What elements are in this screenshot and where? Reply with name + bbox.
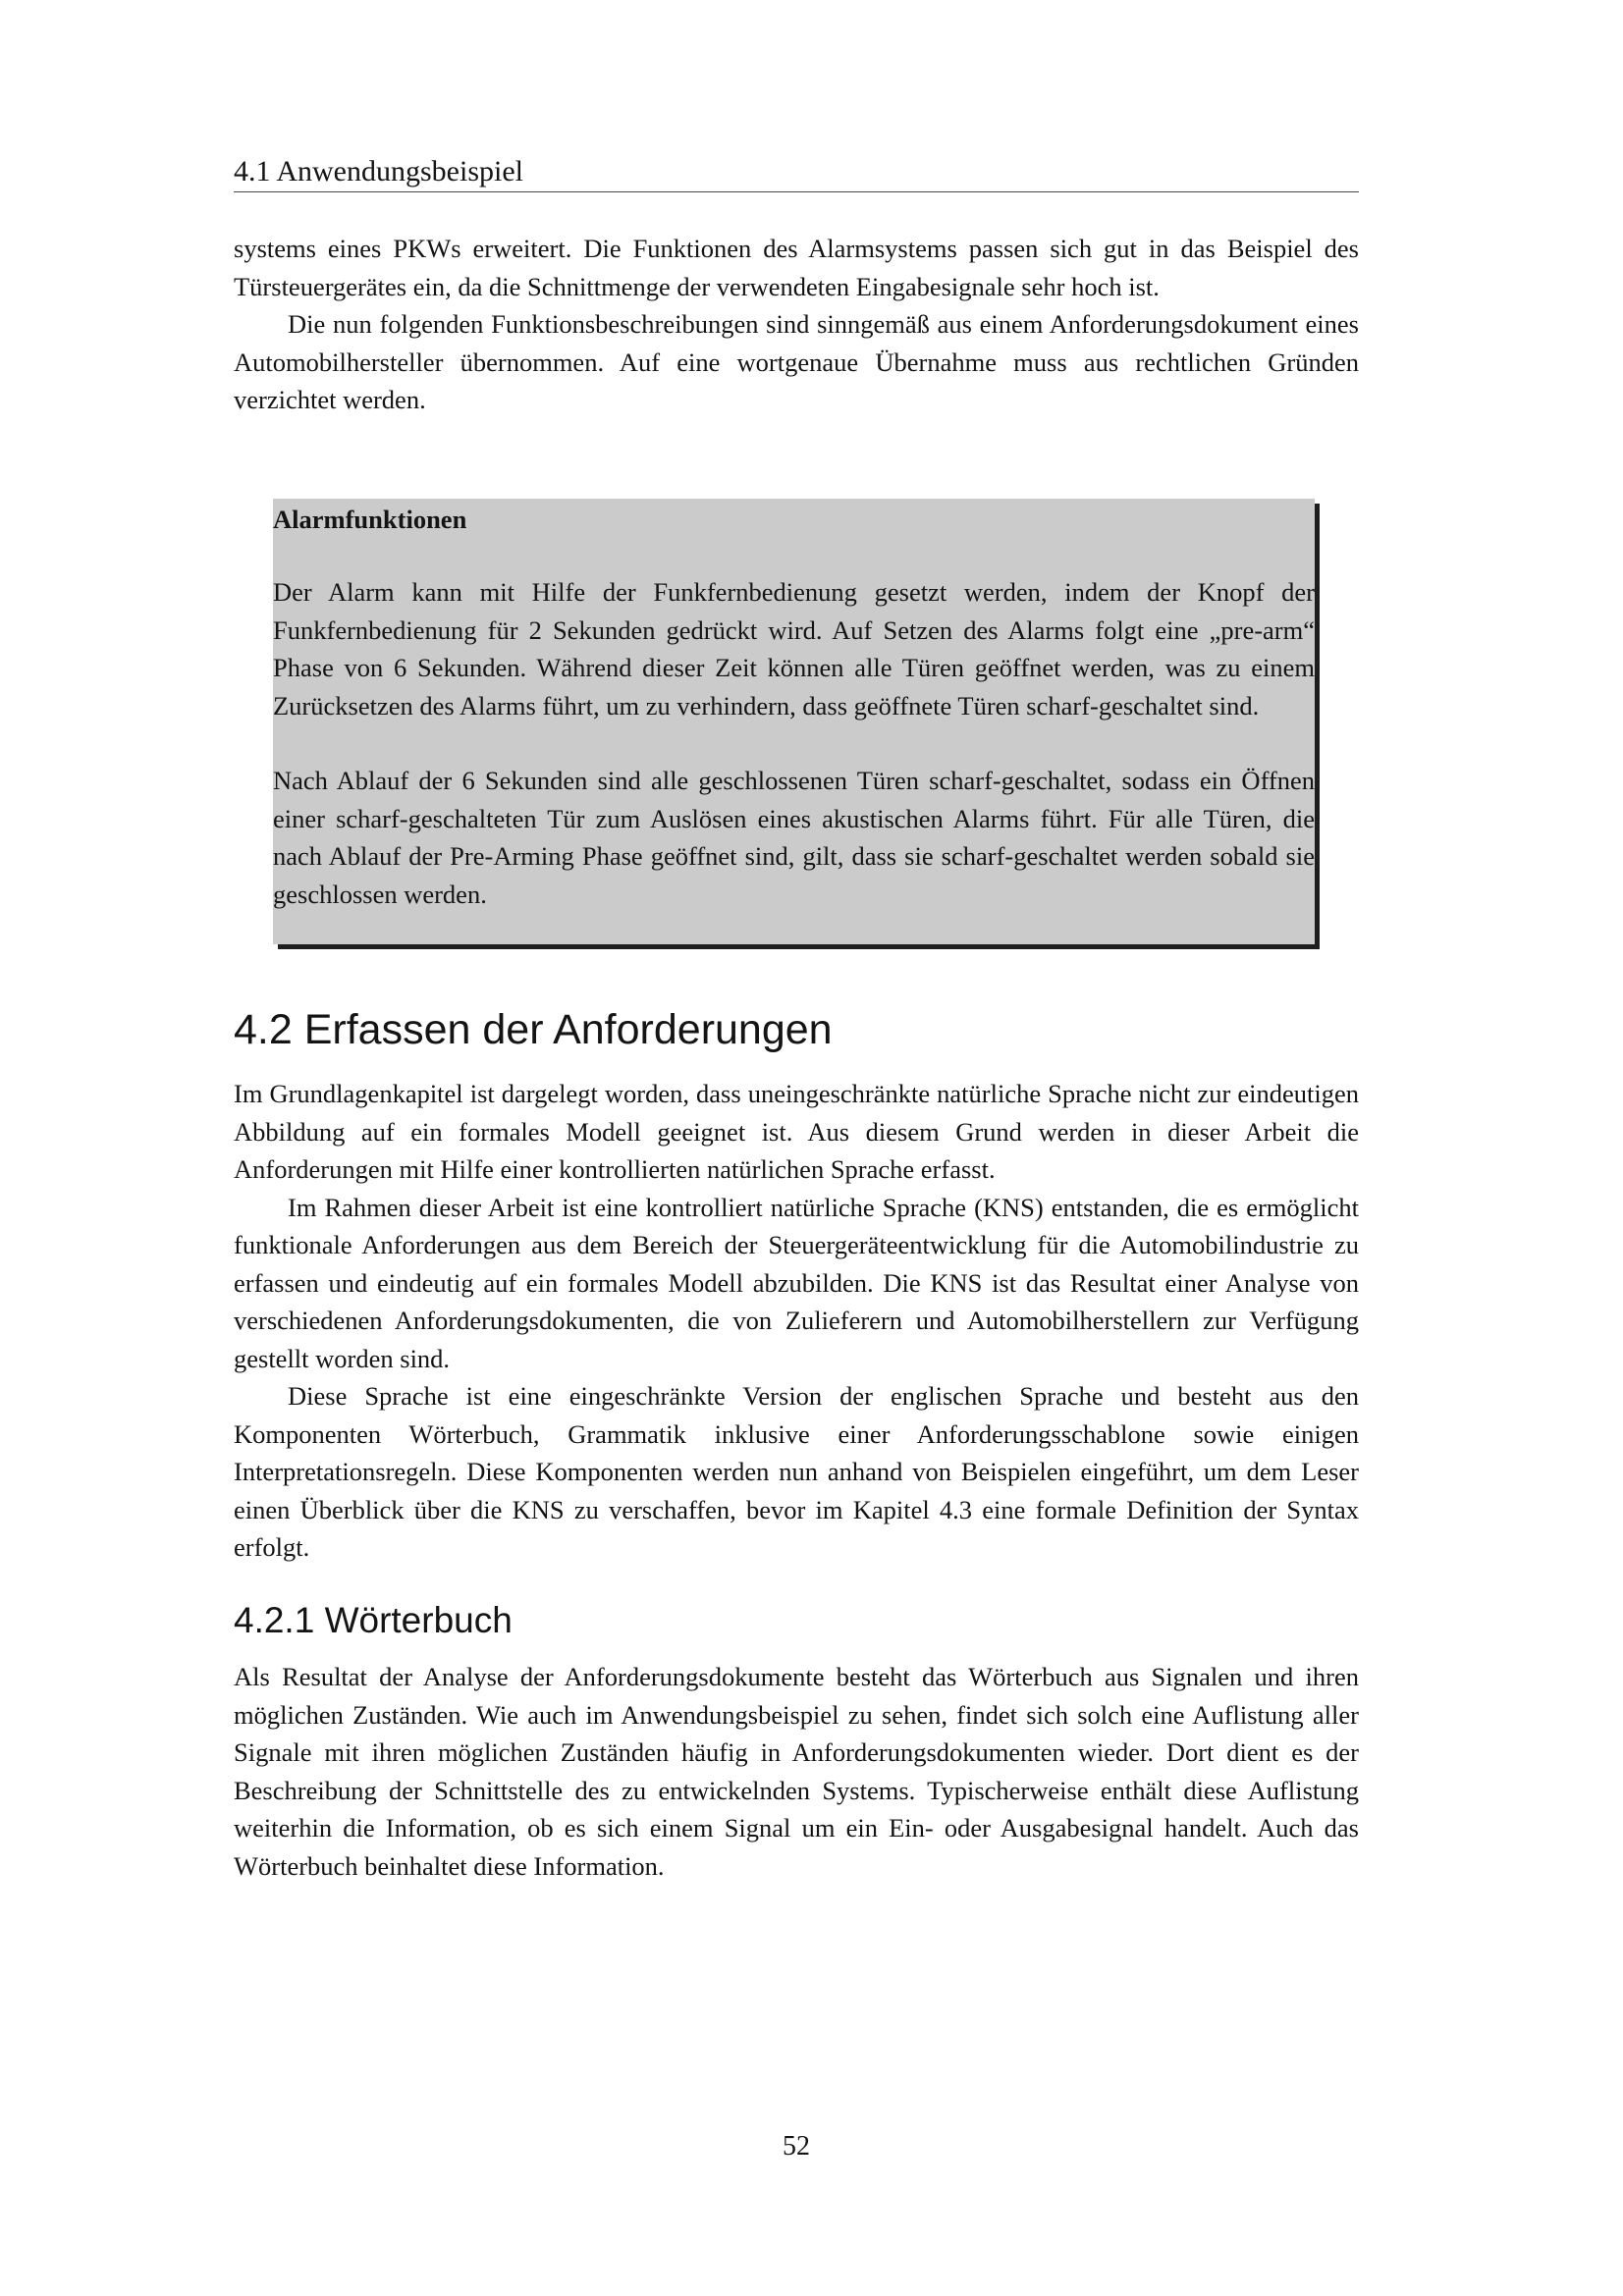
running-header: 4.1 Anwendungsbeispiel [234, 154, 1359, 192]
section-4-2-paragraph-2: Im Rahmen dieser Arbeit ist eine kontrolliert natürliche Sprache (KNS) entstanden, die es ermöglicht funktionale Anforderungen aus dem Bereich der Steuergeräteentwicklung für die Automobilindustrie zu erfassen und eindeutig auf ein formales Modell abzubilden. Die KNS ist das Resultat einer Analyse von verschiedenen Anforderungsdokumenten, die von Zulieferern und Automobilherstellern zur Verfügung gestellt worden sind. [234, 1192, 1359, 1373]
intro-paragraph-2: Die nun folgenden Funktionsbeschreibungen sind sinngemäß aus einem Anforderungsdokument eines Automobilhersteller übernommen. Auf eine wortgenaue Übernahme muss aus rechtlichen Gründen verzichtet werden. [234, 309, 1359, 414]
section-4-2-paragraph-3: Diese Sprache ist eine eingeschränkte Version der englischen Sprache und besteht aus den Komponenten Wörterbuch, Grammatik inklusive einer Anforderungsschablone sowie einigen Interpretationsregeln. Diese Komponenten werden nun anhand von Beispielen eingeführt, um dem Leser einen Überblick über die KNS zu verschaffen, bevor im Kapitel 4.3 eine formale Definition der Syntax erfolgt. [234, 1381, 1359, 1562]
alarm-box-title: Alarmfunktionen [273, 505, 467, 534]
page-number: 52 [783, 2131, 810, 2162]
subsection-heading-4-2-1: 4.2.1 Wörterbuch [234, 1600, 513, 1640]
intro-paragraph-1: systems eines PKWs erweitert. Die Funktionen des Alarmsystems passen sich gut in das Beispiel des Türsteuergerätes ein, da die Schnittmenge der verwendeten Eingabesignale sehr hoch ist. [234, 234, 1359, 301]
alarm-box-paragraph-2: Nach Ablauf der 6 Sekunden sind alle geschlossenen Türen scharf-geschaltet, sodass ein Öffnen einer scharf-geschalteten Tür zum Auslösen eines akustischen Alarms führt. Für alle Türen, die nach Ablauf der Pre-Arming Phase geöffnet sind, gilt, dass sie scharf-geschaltet werden sobald sie geschlossen werden. [273, 766, 1315, 909]
alarm-box-paragraph-1: Der Alarm kann mit Hilfe der Funkfernbedienung gesetzt werden, indem der Knopf der Funkfernbedienung für 2 Sekunden gedrückt wird. Auf Setzen des Alarms folgt eine „pre-arm“ Phase von 6 Sekunden. Während dieser Zeit können alle Türen geöffnet werden, was zu einem Zurücksetzen des Alarms führt, um zu verhindern, dass geöffnete Türen scharf-geschaltet sind. [273, 577, 1315, 721]
intro-block [234, 230, 1359, 419]
section-4-2-paragraph-1: Im Grundlagenkapitel ist dargelegt worden, dass uneingeschränkte natürliche Sprache nicht zur eindeutigen Abbildung auf ein formales Modell geeignet ist. Aus diesem Grund werden in dieser Arbeit die Anforderungen mit Hilfe einer kontrollierten natürlichen Sprache erfasst. [234, 1079, 1359, 1184]
section-heading-4-2: 4.2 Erfassen der Anforderungen [234, 1006, 833, 1053]
section-4-2-1-paragraph-1: Als Resultat der Analyse der Anforderungsdokumente besteht das Wörterbuch aus Signalen und ihren möglichen Zuständen. Wie auch im Anwendungsbeispiel zu sehen, findet sich solch eine Auflistung aller Signale mit ihren möglichen Zuständen häufig in Anforderungsdokumenten wieder. Dort dient es der Beschreibung der Schnittstelle des zu entwickelnden Systems. Typischerweise enthält diese Auflistung weiterhin die Information, ob es sich einem Signal um ein Ein- oder Ausgabesignal handelt. Auch das Wörterbuch beinhaltet diese Information. [234, 1662, 1359, 1881]
section-4-2-body [234, 1075, 1359, 1567]
alarm-function-box [273, 499, 1315, 944]
section-4-2-1-body [234, 1658, 1359, 1885]
